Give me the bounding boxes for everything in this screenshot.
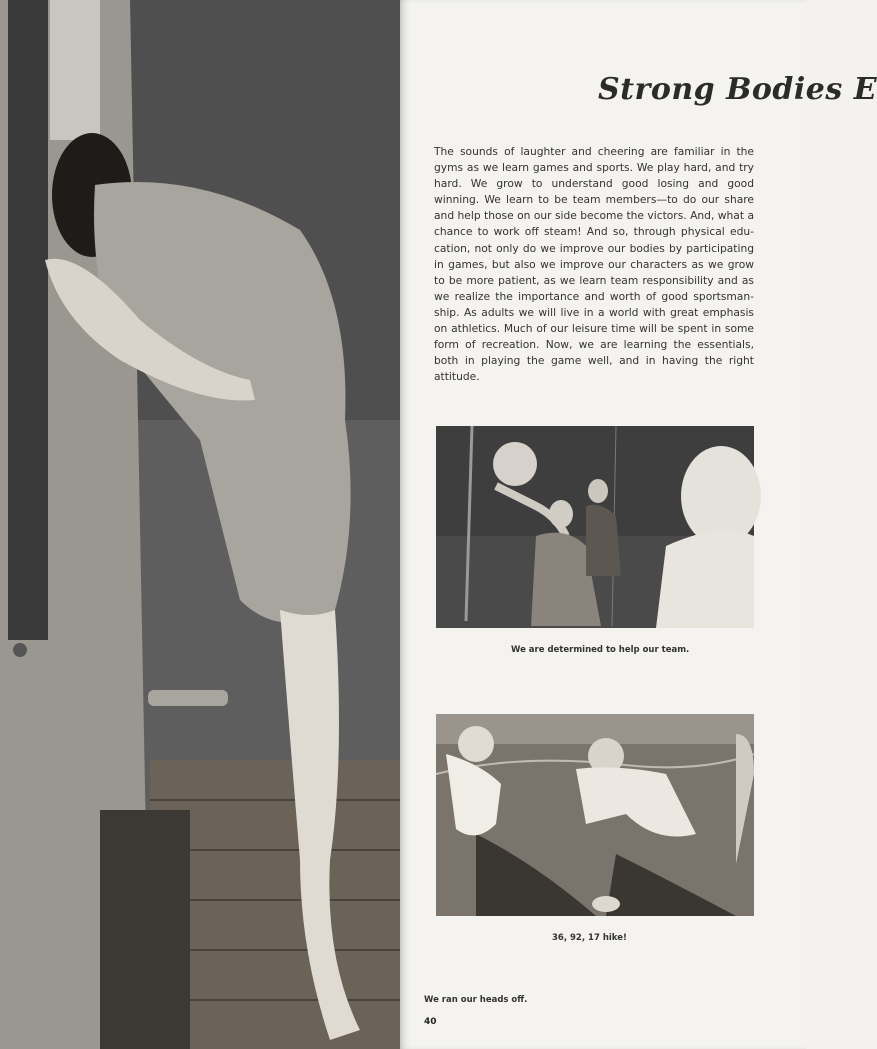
left-photo-caption: We ran our heads off. <box>424 995 528 1005</box>
football-caption: 36, 92, 17 hike! <box>552 933 627 943</box>
volleyball-caption: We are determined to help our team. <box>511 645 690 655</box>
left-photo <box>0 0 400 1049</box>
football-photo <box>436 714 754 916</box>
volleyball-photo <box>436 426 754 628</box>
volleyball-photo-image <box>436 426 754 628</box>
page-title: Strong Bodies E <box>598 72 877 107</box>
left-photo-image <box>0 0 400 1049</box>
page-number: 40 <box>424 1017 437 1027</box>
body-text: The sounds of laughter and cheering are familiar in the gyms as we learn games and sports. We play hard, and try hard. We grow to understand good losing and good winning. We learn to be team members—to do our share and help those on our side become the victors. And, what a chance to work off steam! And so, through physical edu-cation, not only do we improve our bodies by participating in games, but also we improve our characters as we grow to be more patient, as we learn team responsibility and as we realize the importance and worth of good sportsman-ship. As adults we will live in a world with great emphasis on athletics. Much of our leisure time will be spent in some form of recreation. Now, we are learning the essentials, both in playing the game well, and in having the right attitude. <box>434 145 754 384</box>
football-photo-image <box>436 714 754 916</box>
